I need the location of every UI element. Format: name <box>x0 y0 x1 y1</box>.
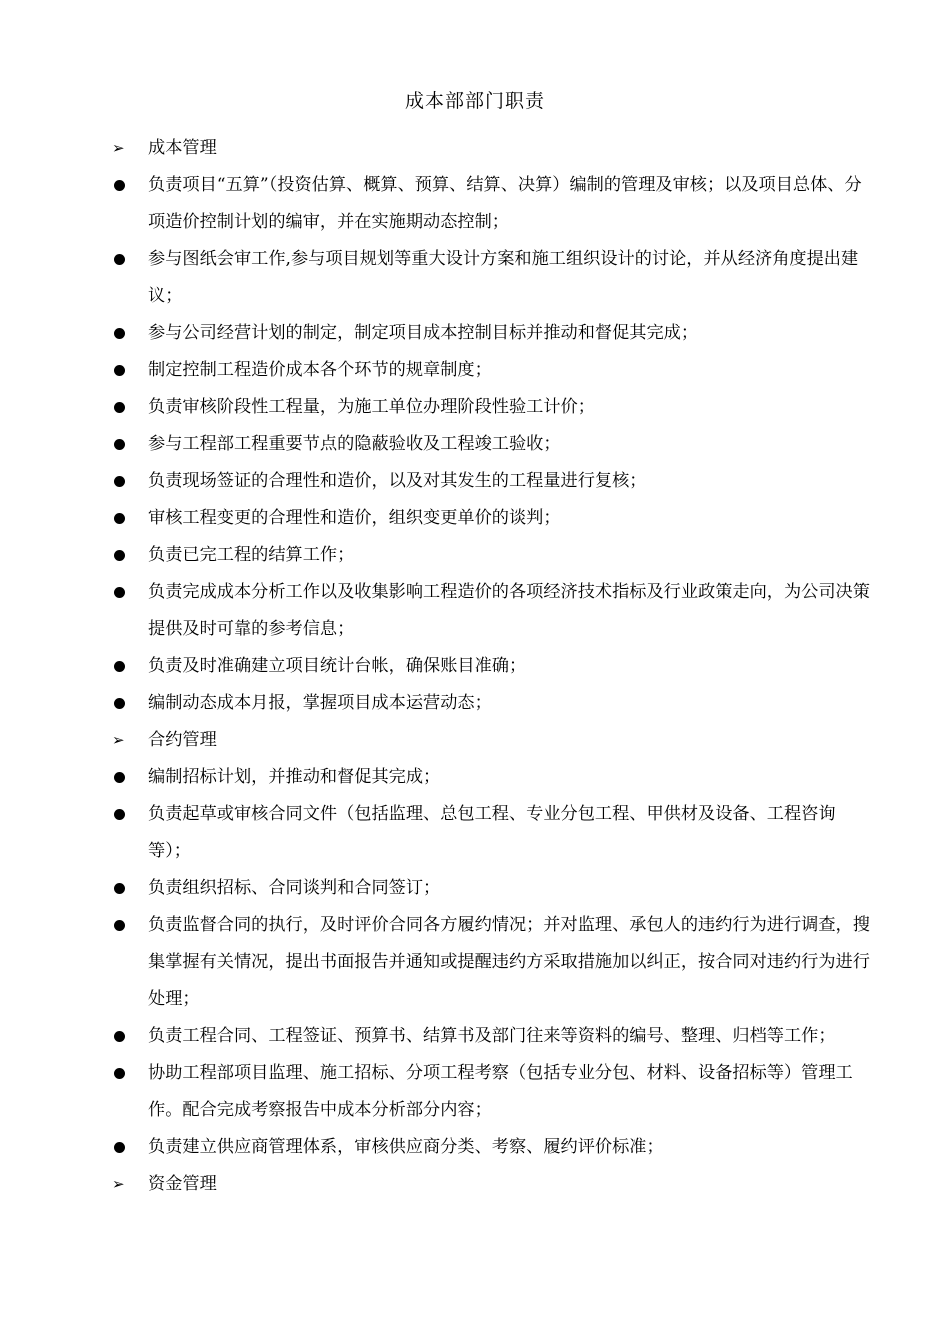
list-item-text: 负责监督合同的执行，及时评价合同各方履约情况；并对监理、承包人的违约行为进行调查，搜集掌握有关情况，提出书面报告并通知或提醒违约方采取措施加以纠正，按合同对违约行为进行处理； <box>148 915 870 1009</box>
bullet-dot-icon <box>110 870 148 907</box>
bullet-dot-icon <box>110 537 148 574</box>
list-item <box>110 685 875 722</box>
page-title: 成本部部门职责 <box>404 90 545 112</box>
section-heading-text: 成本管理 <box>148 138 217 158</box>
list-item <box>110 167 875 241</box>
list-item <box>110 1018 875 1055</box>
list-item <box>110 389 875 426</box>
list-item-text: 负责组织招标、合同谈判和合同签订； <box>148 878 441 898</box>
section-heading <box>110 130 875 167</box>
bullet-dot-icon <box>110 796 148 833</box>
bullet-dot-icon <box>110 1129 148 1166</box>
list-item <box>110 315 875 352</box>
bullet-dot-icon <box>110 463 148 500</box>
list-item <box>110 1129 875 1166</box>
arrow-bullet-icon: ➢ <box>112 139 125 157</box>
bullet-dot-icon <box>110 500 148 537</box>
list-item <box>110 426 875 463</box>
list-item-text: 参与图纸会审工作,参与项目规划等重大设计方案和施工组织设计的讨论，并从经济角度提出建议； <box>148 249 859 306</box>
list-item <box>110 907 875 1018</box>
bullet-dot-icon <box>110 648 148 685</box>
list-item <box>110 500 875 537</box>
list-item-text: 负责工程合同、工程签证、预算书、结算书及部门往来等资料的编号、整理、归档等工作； <box>148 1026 836 1046</box>
list-item <box>110 241 875 315</box>
section-heading <box>110 722 875 759</box>
bullet-dot-icon <box>110 352 148 389</box>
list-item <box>110 537 875 574</box>
document-body <box>110 130 875 1203</box>
bullet-dot-icon <box>110 389 148 426</box>
list-item-text: 负责现场签证的合理性和造价，以及对其发生的工程量进行复核； <box>148 471 647 491</box>
bullet-dot-icon <box>110 574 148 611</box>
list-item <box>110 648 875 685</box>
list-item <box>110 870 875 907</box>
list-item <box>110 463 875 500</box>
list-item-text: 负责审核阶段性工程量，为施工单位办理阶段性验工计价； <box>148 397 595 417</box>
list-item-text: 参与公司经营计划的制定，制定项目成本控制目标并推动和督促其完成； <box>148 323 699 343</box>
list-item-text: 协助工程部项目监理、施工招标、分项工程考察（包括专业分包、材料、设备招标等）管理工作。配合完成考察报告中成本分析部分内容； <box>148 1063 853 1120</box>
list-item-text: 负责及时准确建立项目统计台帐，确保账目准确； <box>148 656 527 676</box>
list-item-text: 负责完成成本分析工作以及收集影响工程造价的各项经济技术指标及行业政策走向，为公司决策提供及时可靠的参考信息； <box>148 582 870 639</box>
list-item-text: 制定控制工程造价成本各个环节的规章制度； <box>148 360 492 380</box>
bullet-dot-icon <box>110 1055 148 1092</box>
list-item <box>110 796 875 870</box>
bullet-dot-icon <box>110 1018 148 1055</box>
list-item-text: 负责已完工程的结算工作； <box>148 545 355 565</box>
list-item-text: 负责起草或审核合同文件（包括监理、总包工程、专业分包工程、甲供材及设备、工程咨询等）； <box>148 804 836 861</box>
list-item <box>110 1055 875 1129</box>
section-heading-text: 资金管理 <box>148 1174 217 1194</box>
bullet-dot-icon <box>110 685 148 722</box>
list-item-text: 负责建立供应商管理体系，审核供应商分类、考察、履约评价标准； <box>148 1137 664 1157</box>
bullet-dot-icon <box>110 426 148 463</box>
list-item <box>110 759 875 796</box>
list-item-text: 参与工程部工程重要节点的隐蔽验收及工程竣工验收； <box>148 434 561 454</box>
section-heading-text: 合约管理 <box>148 730 217 750</box>
list-item-text: 审核工程变更的合理性和造价，组织变更单价的谈判； <box>148 508 561 528</box>
list-item-text: 编制动态成本月报，掌握项目成本运营动态； <box>148 693 492 713</box>
bullet-dot-icon <box>110 241 148 278</box>
bullet-dot-icon <box>110 167 148 204</box>
arrow-bullet-icon: ➢ <box>112 1175 125 1193</box>
section-heading <box>110 1166 875 1203</box>
list-item-text: 负责项目“五算”（投资估算、概算、预算、结算、决算）编制的管理及审核；以及项目总体、分项造价控制计划的编审，并在实施期动态控制； <box>148 175 862 232</box>
list-item-text: 编制招标计划，并推动和督促其完成； <box>148 767 441 787</box>
arrow-bullet-icon: ➢ <box>112 731 125 749</box>
bullet-dot-icon <box>110 907 148 944</box>
bullet-dot-icon <box>110 759 148 796</box>
list-item <box>110 352 875 389</box>
list-item <box>110 574 875 648</box>
bullet-dot-icon <box>110 315 148 352</box>
